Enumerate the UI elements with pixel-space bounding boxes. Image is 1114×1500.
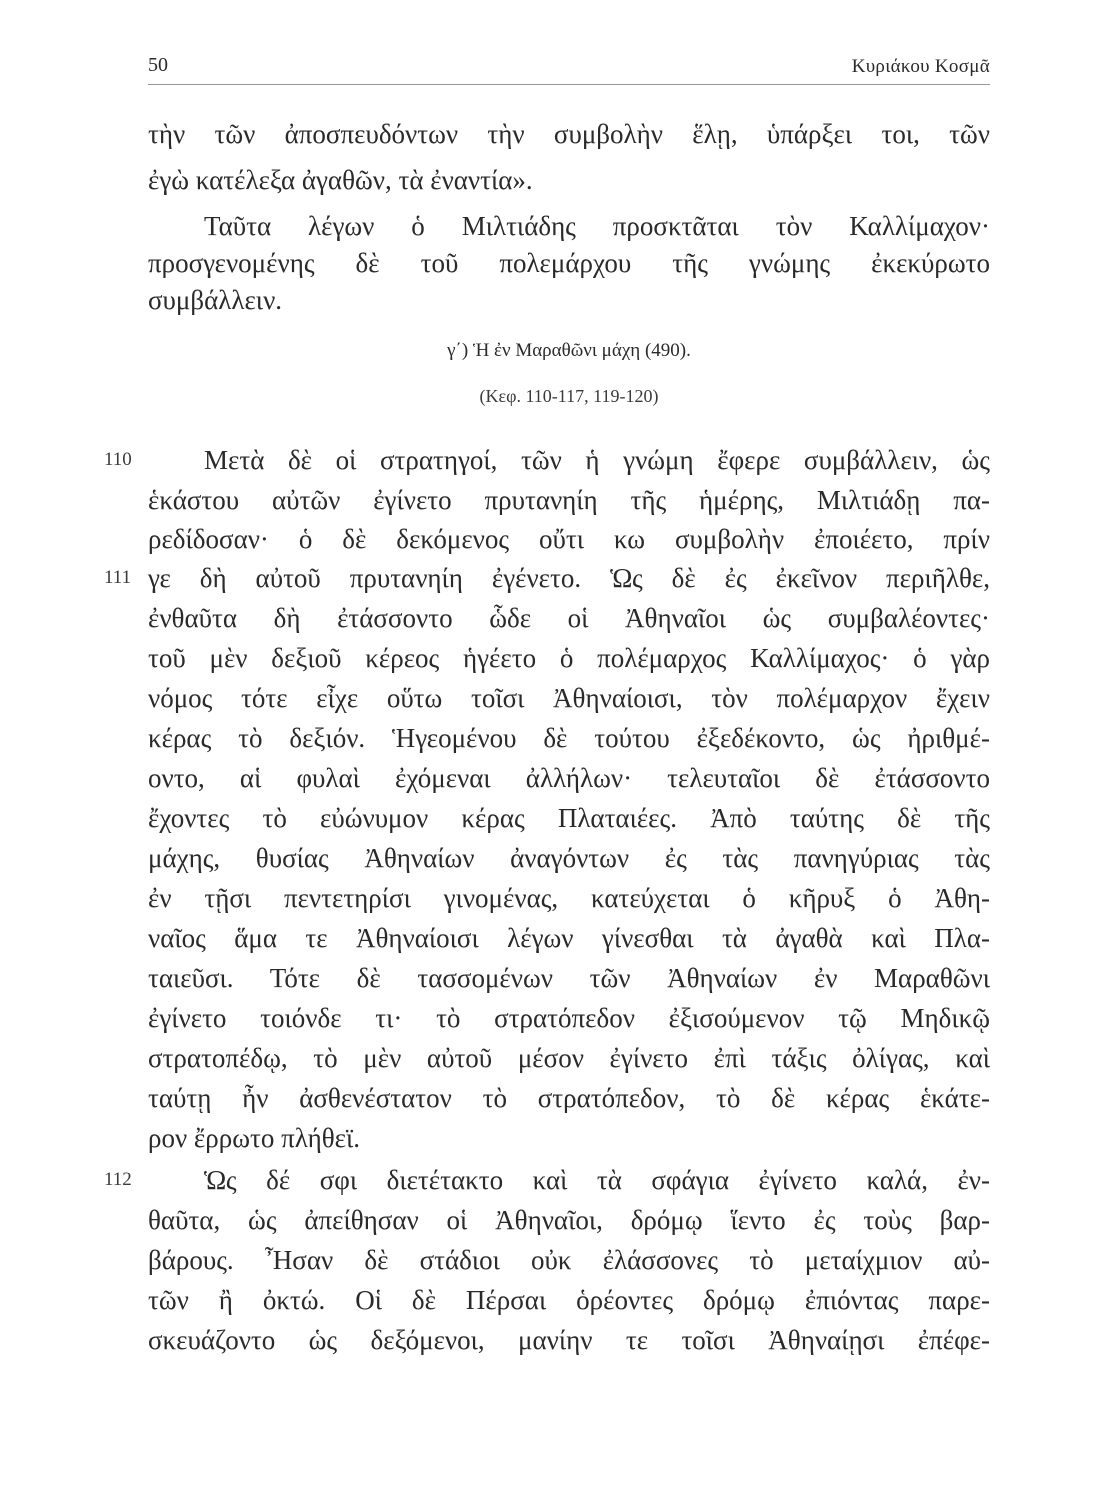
text-line: ταύτῃ ἦν ἀσθενέστατον τὸ στρατόπεδον, τὸ δὲ κέρας ἑκάτε- — [148, 1083, 990, 1113]
text-line: Ὡς δέ σφι διετέτακτο καὶ τὰ σφάγια ἐγίνετο καλά, ἐν- — [204, 1165, 990, 1195]
text-line: ναῖος ἅμα τε Ἀθηναίοισι λέγων γίνεσθαι τὰ ἀγαθὰ καὶ Πλα- — [148, 923, 990, 953]
text-line: προσγενομένης δὲ τοῦ πολεμάρχου τῆς γνώμης ἐκεκύρωτο — [148, 248, 990, 278]
running-title: Κυριάκου Κοσμᾶ — [851, 56, 990, 77]
text-line: ἐγίνετο τοιόνδε τι· τὸ στρατόπεδον ἐξισούμενον τῷ Μηδικῷ — [148, 1003, 990, 1033]
text-line: στρατοπέδῳ, τὸ μὲν αὐτοῦ μέσον ἐγίνετο ἐπὶ τάξις ὀλίγας, καὶ — [148, 1043, 990, 1073]
text-line: συμβάλλειν. — [148, 285, 283, 315]
text-line: ἑκάστου αὐτῶν ἐγίνετο πρυτανηίη τῆς ἡμέρης, Μιλτιάδῃ πα- — [148, 485, 990, 515]
running-header — [148, 54, 990, 85]
text-line: βάρους. Ἦσαν δὲ στάδιοι οὐκ ἐλάσσονες τὸ μεταίχμιον αὐ- — [148, 1245, 990, 1275]
text-line: ἐνθαῦτα δὴ ἐτάσσοντο ὧδε οἱ Ἀθηναῖοι ὡς συμβαλέοντες· — [148, 603, 990, 633]
chapter-number-110: 110 — [104, 449, 132, 470]
text-line: ταιεῦσι. Τότε δὲ τασσομένων τῶν Ἀθηναίων ἐν Μαραθῶνι — [148, 963, 990, 993]
section-subtitle: (Κεφ. 110-117, 119-120) — [479, 386, 659, 406]
section-title: γ΄) Ἡ ἐν Μαραθῶνι μάχη (490). — [447, 340, 691, 361]
text-line: νόμος τότε εἶχε οὕτω τοῖσι Ἀθηναίοισι, τὸν πολέμαρχον ἔχειν — [148, 683, 990, 713]
text-line: ρεδίδοσαν· ὁ δὲ δεκόμενος οὔτι κω συμβολὴν ἐποιέετο, πρίν — [148, 524, 990, 554]
text-line: κέρας τὸ δεξιόν. Ἡγεομένου δὲ τούτου ἐξεδέκοντο, ὡς ἠριθμέ- — [148, 723, 990, 753]
text-line: ἐν τῇσι πεντετηρίσι γινομένας, κατεύχεται ὁ κῆρυξ ὁ Ἀθη- — [148, 883, 990, 913]
text-line: ἔχοντες τὸ εὐώνυμον κέρας Πλαταιέες. Ἀπὸ ταύτης δὲ τῆς — [148, 803, 990, 833]
text-line: οντο, αἱ φυλαὶ ἐχόμεναι ἀλλήλων· τελευταῖοι δὲ ἐτάσσοντο — [148, 763, 990, 793]
text-line: ἐγὼ κατέλεξα ἀγαθῶν, τὰ ἐναντία». — [148, 165, 533, 195]
chapter-number-112: 112 — [104, 1169, 132, 1190]
text-line: ρον ἔρρωτο πλήθεϊ. — [148, 1123, 360, 1153]
text-line: μάχης, θυσίας Ἀθηναίων ἀναγόντων ἐς τὰς πανηγύριας τὰς — [148, 843, 990, 873]
text-line: τὴν τῶν ἀποσπευδόντων τὴν συμβολὴν ἕλῃ, ὑπάρξει τοι, τῶν — [148, 119, 990, 149]
text-line: γε δὴ αὐτοῦ πρυτανηίη ἐγένετο. Ὡς δὲ ἐς ἐκεῖνον περιῆλθε, — [148, 563, 990, 593]
page-number: 50 — [148, 54, 168, 76]
text-line: Μετὰ δὲ οἱ στρατηγοί, τῶν ἡ γνώμη ἔφερε συμβάλλειν, ὡς — [204, 445, 990, 475]
text-line: τοῦ μὲν δεξιοῦ κέρεος ἡγέετο ὁ πολέμαρχος Καλλίμαχος· ὁ γὰρ — [148, 643, 990, 673]
text-line: σκευάζοντο ὡς δεξόμενοι, μανίην τε τοῖσι Ἀθηναίῃσι ἐπέφε- — [148, 1325, 990, 1355]
text-line: τῶν ἢ ὀκτώ. Οἱ δὲ Πέρσαι ὁρέοντες δρόμῳ ἐπιόντας παρε- — [148, 1285, 990, 1315]
text-line: Ταῦτα λέγων ὁ Μιλτιάδης προσκτᾶται τὸν Καλλίμαχον· — [204, 211, 990, 241]
text-line: θαῦτα, ὡς ἀπείθησαν οἱ Ἀθηναῖοι, δρόμῳ ἵεντο ἐς τοὺς βαρ- — [148, 1205, 990, 1235]
chapter-number-111: 111 — [104, 567, 132, 588]
